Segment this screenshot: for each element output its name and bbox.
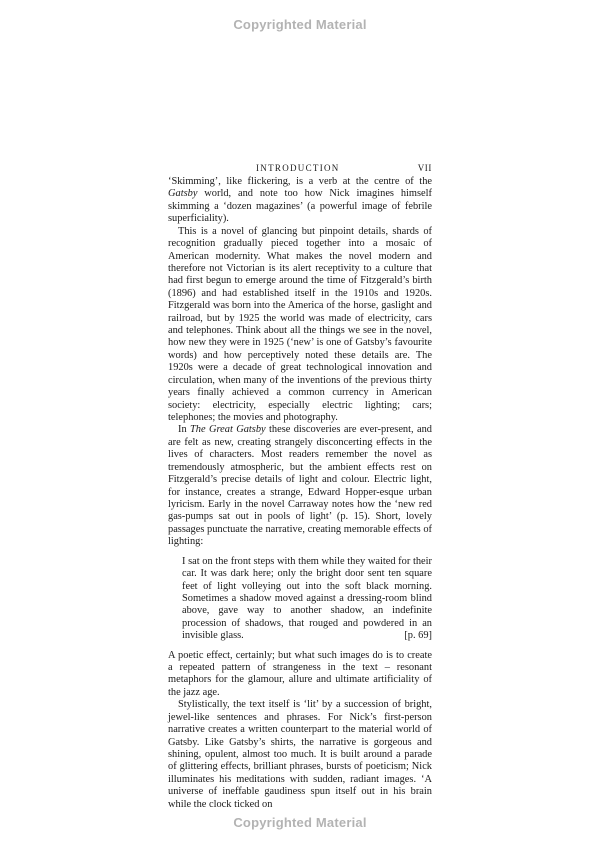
paragraph-1: ‘Skimming’, like flickering, is a verb at the centre of the Gatsby world, and note too how Nick imagines himself skimming a ‘dozen magazines’ (a powerful image of febrile superficiality).	[168, 176, 432, 225]
body-text	[168, 176, 432, 811]
paragraph-4: A poetic effect, certainly; but what such images do is to create a repeated pattern of strangeness in the text – resonant metaphors for the glamour, allure and ultimate artificiality of the jazz age.	[168, 649, 432, 698]
running-head	[168, 163, 432, 177]
copyright-watermark-top: Copyrighted Material	[233, 17, 367, 32]
block-quote-text: I sat on the front steps with them while they waited for their car. It was dark here; only the bright door sent ten square feet of light volleying out into the soft black morning. Sometimes a shadow moved against a dressing-room blind above, gave way to another shadow, an indefinite procession of shadows, that rouged and powdered in an invisible glass.	[182, 555, 432, 642]
copyright-watermark-bottom: Copyrighted Material	[233, 815, 367, 830]
book-title-italic: The Great Gatsby	[190, 424, 266, 436]
title-italic: Gatsby	[168, 188, 198, 200]
paragraph-2: This is a novel of glancing but pinpoint details, shards of recognition gradually pieced together into a mosaic of American modernity. What makes the novel modern and therefore not Victorian is its alert receptivity to a culture that had first begun to emerge around the time of Fitzgerald’s birth (1896) and had established itself in the 1910s and 1920s. Fitzgerald was born into the America of the horse, gaslight and railroad, but by 1925 the world was made of electricity, cars and telephones. Think about all the things we see in the novel, how new they were in 1925 (‘new’ is one of Gatsby’s favourite words) and how perceptively noted these details are. The 1920s were a decade of great technological innovation and circulation, when many of the inventions of the previous thirty years finally achieved a common currency in American society: electricity, especially electric lighting; cars; telephones; the movies and photography.	[168, 225, 432, 424]
paragraph-3: In The Great Gatsby these discoveries are ever-present, and are felt as new, creating strangely disconcerting effects in the lives of characters. Most readers remember the novel as tremendously atmospheric, but the ambient effects rest on Fitzgerald’s precise details of light and colour. Electric light, for instance, creates a strange, Edward Hopper-esque urban lyricism. Early in the novel Carraway notes how the ‘new red gas-pumps sat out in pools of light’ (p. 15). Short, lovely passages punctuate the narrative, creating memorable effects of lighting:	[168, 424, 432, 548]
block-quote	[182, 556, 432, 643]
paragraph-5: Stylistically, the text itself is ‘lit’ by a succession of bright, jewel-like sentences and phrases. For Nick’s first-person narrative creates a written counterpart to the material world of Gatsby. Like Gatsby’s shirts, the narrative is gorgeous and shining, opulent, almost too much. It is built around a parade of glittering effects, brilliant phrases, bursts of poeticism; Nick illuminates his meditations with sudden, radiant images. ‘A universe of ineffable gaudiness spun itself out in his brain while the clock ticked on	[168, 699, 432, 810]
running-head-title: INTRODUCTION	[256, 163, 340, 173]
page-number: VII	[417, 163, 432, 173]
quote-citation: [p. 69]	[404, 630, 432, 642]
